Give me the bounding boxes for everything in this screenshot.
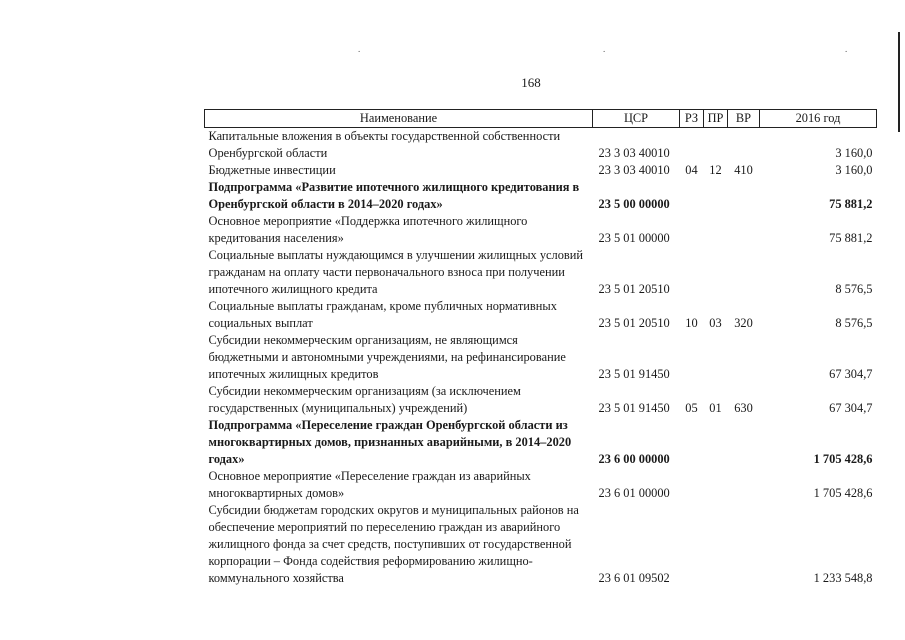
table-row bbox=[205, 298, 877, 332]
row-amount: 3 160,0 bbox=[835, 146, 873, 160]
table-row bbox=[205, 247, 877, 298]
row-vr bbox=[728, 468, 760, 502]
row-name: Основное мероприятие «Поддержка ипотечного жилищного кредитования населения» bbox=[208, 214, 528, 245]
header-amount: 2016 год bbox=[760, 110, 877, 128]
header-name: Наименование bbox=[205, 110, 593, 128]
row-rz: 10 bbox=[685, 316, 698, 330]
row-name: Подпрограмма «Развитие ипотечного жилищного кредитования в Оренбургской области в 2014–2020 годах» bbox=[208, 180, 580, 211]
table-row bbox=[205, 332, 877, 383]
table-row bbox=[205, 468, 877, 502]
row-name: Социальные выплаты нуждающимся в улучшении жилищных условий гражданам на оплату части первоначального взноса при получении ипотечного жилищного кредита bbox=[208, 248, 584, 296]
row-csr: 23 5 00 00000 bbox=[598, 197, 670, 211]
row-csr: 23 6 01 09502 bbox=[598, 571, 670, 585]
row-pr bbox=[704, 332, 728, 383]
header-csr: ЦСР bbox=[593, 110, 680, 128]
row-csr: 23 6 00 00000 bbox=[598, 452, 670, 466]
row-name: Основное мероприятие «Переселение граждан из аварийных многоквартирных домов» bbox=[208, 469, 531, 500]
table-row bbox=[205, 383, 877, 417]
page-number: 168 bbox=[521, 75, 541, 90]
row-name: Бюджетные инвестиции bbox=[208, 163, 336, 177]
row-csr: 23 3 03 40010 bbox=[598, 163, 670, 177]
header-pr: ПР bbox=[704, 110, 728, 128]
header-vr: ВР bbox=[728, 110, 760, 128]
row-pr bbox=[704, 468, 728, 502]
row-pr bbox=[704, 128, 728, 163]
row-amount: 1 705 428,6 bbox=[813, 452, 873, 466]
row-csr: 23 5 01 20510 bbox=[598, 282, 670, 296]
row-vr: 630 bbox=[734, 401, 753, 415]
row-rz bbox=[680, 213, 704, 247]
row-vr bbox=[728, 128, 760, 163]
budget-table bbox=[204, 109, 877, 587]
row-pr bbox=[704, 247, 728, 298]
table-row bbox=[205, 128, 877, 163]
row-name: Социальные выплаты гражданам, кроме публичных нормативных социальных выплат bbox=[208, 299, 557, 330]
table-row bbox=[205, 417, 877, 468]
row-amount: 75 881,2 bbox=[829, 231, 873, 245]
row-amount: 75 881,2 bbox=[829, 197, 873, 211]
row-pr bbox=[704, 417, 728, 468]
row-vr: 410 bbox=[734, 163, 753, 177]
row-pr: 01 bbox=[709, 401, 722, 415]
row-vr: 320 bbox=[734, 316, 753, 330]
row-amount: 8 576,5 bbox=[835, 316, 873, 330]
row-csr: 23 3 03 40010 bbox=[598, 146, 670, 160]
row-pr: 03 bbox=[709, 316, 722, 330]
table-header-row bbox=[205, 110, 877, 128]
row-rz bbox=[680, 468, 704, 502]
row-rz bbox=[680, 247, 704, 298]
row-pr bbox=[704, 213, 728, 247]
row-csr: 23 5 01 00000 bbox=[598, 231, 670, 245]
margin-dot-middle: . bbox=[603, 44, 606, 54]
row-csr: 23 6 01 00000 bbox=[598, 486, 670, 500]
row-csr: 23 5 01 20510 bbox=[598, 316, 670, 330]
row-amount: 67 304,7 bbox=[829, 367, 873, 381]
row-vr bbox=[728, 213, 760, 247]
row-name: Подпрограмма «Переселение граждан Оренбургской области из многоквартирных домов, признанных аварийными, в 2014–2020 годах» bbox=[208, 418, 572, 466]
table-row bbox=[205, 502, 877, 587]
row-name: Капитальные вложения в объекты государственной собственности Оренбургской области bbox=[208, 129, 561, 160]
row-name: Субсидии некоммерческим организациям, не являющимся бюджетными и автономными учреждениями, на рефинансирование ипотечных жилищных кредитов bbox=[208, 333, 566, 381]
row-rz bbox=[680, 128, 704, 163]
margin-dot-right: . bbox=[845, 44, 848, 54]
table-row bbox=[205, 179, 877, 213]
header-rz: РЗ bbox=[680, 110, 704, 128]
row-pr: 12 bbox=[709, 163, 722, 177]
row-rz bbox=[680, 179, 704, 213]
table-row bbox=[205, 213, 877, 247]
margin-dot-left: . bbox=[358, 44, 361, 54]
row-vr bbox=[728, 332, 760, 383]
row-amount: 1 233 548,8 bbox=[813, 571, 873, 585]
row-rz bbox=[680, 502, 704, 587]
row-amount: 67 304,7 bbox=[829, 401, 873, 415]
row-vr bbox=[728, 502, 760, 587]
row-name: Субсидии бюджетам городских округов и муниципальных районов на обеспечение мероприятий по переселению граждан из аварийного жилищного фонда за счет средств, поступивших от государственной корпорации – Фонда содействия реформированию жилищно-коммунального хозяйства bbox=[208, 503, 579, 585]
row-vr bbox=[728, 179, 760, 213]
table-row bbox=[205, 162, 877, 179]
row-rz bbox=[680, 332, 704, 383]
row-vr bbox=[728, 247, 760, 298]
row-pr bbox=[704, 502, 728, 587]
row-rz bbox=[680, 417, 704, 468]
row-amount: 3 160,0 bbox=[835, 163, 873, 177]
row-rz: 05 bbox=[685, 401, 698, 415]
row-csr: 23 5 01 91450 bbox=[598, 401, 670, 415]
row-rz: 04 bbox=[685, 163, 698, 177]
row-amount: 1 705 428,6 bbox=[813, 486, 873, 500]
row-name: Субсидии некоммерческим организациям (за исключением государственных (муниципальных) учреждений) bbox=[208, 384, 521, 415]
row-amount: 8 576,5 bbox=[835, 282, 873, 296]
row-csr: 23 5 01 91450 bbox=[598, 367, 670, 381]
row-vr bbox=[728, 417, 760, 468]
row-pr bbox=[704, 179, 728, 213]
